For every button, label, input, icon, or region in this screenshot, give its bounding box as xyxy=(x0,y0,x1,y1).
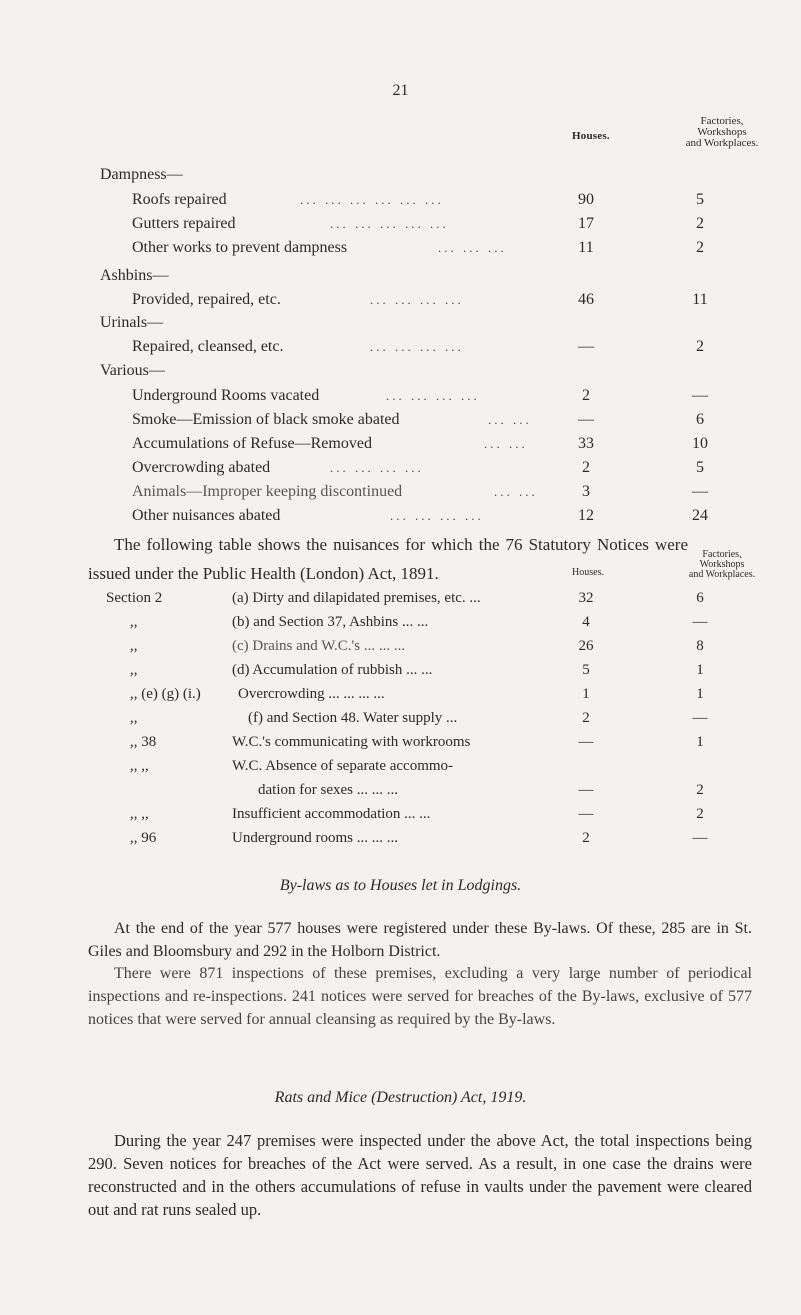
section-heading-urinals: Urinals— xyxy=(100,314,164,331)
table-row: ,, 38 W.C.'s communicating with workrooms — 1 xyxy=(130,734,704,750)
table-row: ,, (c) Drains and W.C.'s ... ... ... 26 8 xyxy=(130,638,704,654)
houses-column-header: Houses. xyxy=(572,130,610,142)
factories-column-header-2: Factories, Workshops and Workplaces. xyxy=(688,549,756,580)
table-row: Other nuisances abated ... ... ... ... 12 24 xyxy=(132,507,708,524)
table-row: ,, 96 Underground rooms ... ... ... 2 — xyxy=(130,830,708,846)
section-heading-ashbins: Ashbins— xyxy=(100,267,169,284)
table-row: Other works to prevent dampness ... ... ... 11 2 xyxy=(132,239,704,256)
rats-paragraph: During the year 247 premises were inspected under the above Act, the total inspections being 290. Seven notices for breaches of the Act were served. As a result, in one case the drains were reconstructed and in the others accumulations of refuse in vaults under the pavement were cleared out and rat runs sealed up. xyxy=(88,1131,752,1219)
table-row: ,, ,, Insufficient accommodation ... ... — 2 xyxy=(130,806,704,822)
table-row: Underground Rooms vacated ... ... ... ... 2 — xyxy=(132,387,708,404)
table-row: ,, ,, W.C. Absence of separate accommo- xyxy=(130,758,454,774)
table-row: Overcrowding abated ... ... ... ... 2 5 xyxy=(132,459,704,476)
table-row: Roofs repaired ... ... ... ... ... ... 90 5 xyxy=(132,191,704,208)
rats-heading: Rats and Mice (Destruction) Act, 1919. xyxy=(274,1089,527,1106)
section-heading-dampness: Dampness— xyxy=(100,166,183,183)
intro-paragraph: The following table shows the nuisances for which the 76 Statutory Notices were issued under the Public Health (London) Act, 1891. xyxy=(88,535,688,583)
table-row: Smoke—Emission of black smoke abated ... ... — 6 xyxy=(132,411,704,428)
table-row: dation for sexes ... ... ... — 2 xyxy=(258,782,704,798)
table-row: Provided, repaired, etc. ... ... ... ... 46 11 xyxy=(132,291,708,308)
factories-column-header: Factories, Workshops and Workplaces. xyxy=(685,115,759,149)
bylaws-heading: By-laws as to Houses let in Lodgings. xyxy=(279,877,522,894)
table-row: ,, (e) (g) (i.) Overcrowding ... ... ... ... 1 1 xyxy=(130,686,704,702)
table-row: Section 2 (a) Dirty and dilapidated premises, etc. ... 32 6 xyxy=(106,590,704,606)
table-row: Animals—Improper keeping discontinued ... ... 3 — xyxy=(132,483,708,500)
section-heading-various: Various— xyxy=(100,362,165,379)
houses-column-header-2: Houses. xyxy=(572,567,604,578)
table-row: ,, (f) and Section 48. Water supply ... 2 — xyxy=(130,710,708,726)
table-row: Gutters repaired ... ... ... ... ... 17 2 xyxy=(132,215,704,232)
table-row: ,, (d) Accumulation of rubbish ... ... 5 1 xyxy=(130,662,704,678)
table-row: Accumulations of Refuse—Removed ... ... 33 10 xyxy=(132,435,708,452)
bylaws-paragraph-2: There were 871 inspections of these premises, excluding a very large number of periodical inspections and re-inspections. 241 notices were served for breaches of the By-laws, exclusive of 577 notices that were served for annual cleansing as required by the By-laws. xyxy=(88,965,752,1028)
table-row: Repaired, cleansed, etc. ... ... ... ... — 2 xyxy=(132,338,704,355)
table-row: ,, (b) and Section 37, Ashbins ... ... 4 — xyxy=(130,614,708,630)
bylaws-paragraph-1: At the end of the year 577 houses were registered under these By-laws. Of these, 285 are in St. Giles and Bloomsbury and 292 in the Holborn District. xyxy=(88,920,752,960)
page-number: 21 xyxy=(392,82,409,99)
